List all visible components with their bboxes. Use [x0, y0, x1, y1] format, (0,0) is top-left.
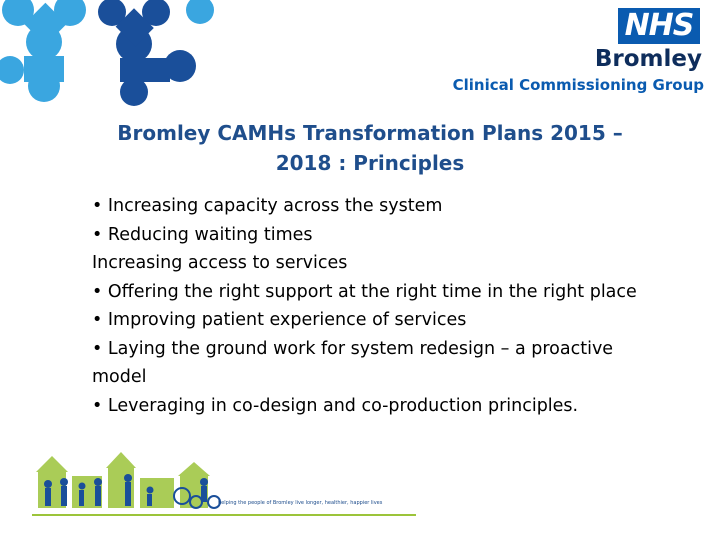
- body-line: • Leveraging in co-design and co-production principles.: [92, 395, 579, 416]
- body-line: model: [92, 367, 147, 387]
- body-line: • Offering the right support at the right time in the right place: [92, 281, 637, 302]
- footer-illustration: [32, 448, 422, 523]
- organisation-name: Bromley: [594, 46, 702, 72]
- group-name: Clinical Commissioning Group: [452, 76, 704, 94]
- body-line: • Increasing capacity across the system: [92, 196, 443, 216]
- slide-title: [90, 118, 650, 178]
- decorative-brand-shapes: [0, 0, 240, 120]
- nhs-badge: NHS: [618, 8, 700, 44]
- slide-title-line-1: Bromley CAMHs Transformation Plans 2015 –: [117, 121, 623, 145]
- body-line: • Improving patient experience of services: [92, 310, 467, 330]
- body-line: Increasing access to services: [92, 253, 348, 273]
- slide-body: [92, 192, 702, 420]
- footer-tagline: helping the people of Bromley live longer, healthier, happier lives: [218, 500, 383, 506]
- nhs-logo: [452, 6, 704, 96]
- body-line: • Reducing waiting times: [92, 224, 313, 245]
- body-line: • Laying the ground work for system redesign – a proactive: [92, 338, 614, 359]
- slide-title-line-2: 2018 : Principles: [275, 151, 465, 175]
